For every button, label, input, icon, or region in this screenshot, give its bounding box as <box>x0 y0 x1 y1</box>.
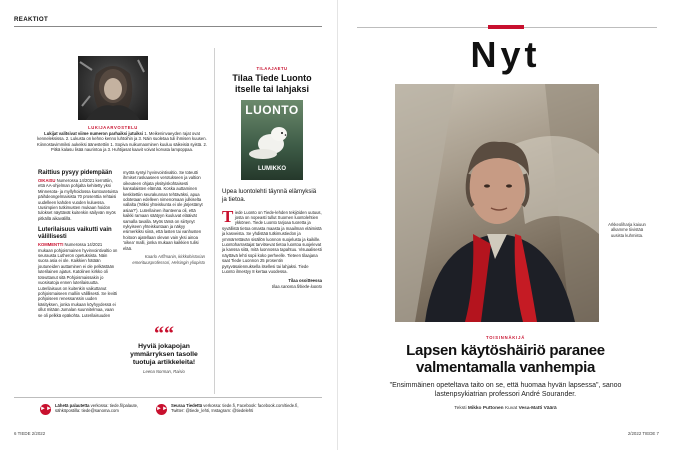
left-page-footer: 6 TIEDE 2/2022 <box>14 431 46 436</box>
subscribe-box <box>222 66 322 289</box>
hero-photo-caption: Arkkeoliharja kaiuun alkamme tiivistää uusista kuhmista. <box>608 222 646 238</box>
follow-contact <box>156 403 312 414</box>
reader-photo-caption <box>32 131 212 153</box>
reader-photo-label: LUKIJAARVOSTELU <box>88 125 138 130</box>
letter-text-2: Numerossa 14/2021 mukaan pohjoismainen hyvinvointivaltio on seurausta Lutheron opetuksista. Näin suora asia ei ole. Kaikkien hätään joutuneiden auttaminen ei ole pelkästään luterilainen ajatus. Katolinen kirkko oli toteuttanut sitä Pohjoismaissakin jo vuosisatoja ennen luterilaisuutta. Luterilaisuus on kuitenkin vaikuttanut pohjoismaiseen malliin välillisesti. Se levitti pohjoiseen renessanssin uuden käsityksen, jonka mukaan köyhyydessä ei ollut mitään Jumalan suunnitelmaa, vaan se oli pelkkä epäkohta. Luterilaisuuden <box>38 242 118 318</box>
subscribe-body-text: iede Luonto on Tiede-lehden tekijöiden uutuus, josta on nopeasti tullut Suomen luontolehtien ykkönen. Tiede Luonto tarjoaa tuoretta ja syvällistä tietoa omasta maasta ja maailman eläimistä ja kasveista. Se yhdistää tutkimustiedon ja ymmärrettävän sisällön luonnon suojelusta ja kaikille. Luontoharrastajat tarvitsevat tietoa luontoa suojelevat ja kanssa siitä, mitä luonnossa tapahtuu. Visuaalisesti näyttävä lehti sopii koko perheelle. Tieteen tilaajana saat Tiede Luonnon 25 prosentin pysyväsalennuksella itsellesi tai lahjaksi. Tiede Luonto ilmestyy 8 kertaa vuodessa. <box>222 209 322 275</box>
section-accent-bar <box>488 25 524 29</box>
cover-masthead: LUONTO <box>245 103 299 118</box>
feedback-text <box>55 403 160 414</box>
hero-photo-art <box>395 84 599 322</box>
caption-lead: Lukijat valitsivat viime numeron parhaiksi jutuiksi <box>44 131 144 136</box>
byline-photographer: Vesa-Matti Väärä <box>518 406 557 411</box>
pull-quote-text: Hyviä jokapojan ymmärryksen tasolle tuotuja artikkeleita! <box>130 343 198 366</box>
subscribe-link[interactable]: tilaa.sanoma.fi/tiede-luonto <box>271 283 322 289</box>
letters-column-2 <box>123 170 205 265</box>
subscribe-title: Tilaa Tiede Luonto itselle tai lahjaksi <box>232 73 312 94</box>
follow-arrow-icon: ►► <box>156 404 167 415</box>
subscribe-tag: TILAAJAETU <box>256 66 288 71</box>
cover-subtitle: LUMIKKO <box>258 166 286 173</box>
left-top-rule <box>14 26 322 27</box>
letter-tag-1: OIKAISU <box>38 178 56 183</box>
letter-text-1: Numerossa 14/2021 kerrottiin, että AA-ohjelman pohjalta kehitetty yksi Minnesota- ja myllyhoidossa kuntoutetuista päihdeongelmaisista 70 prosenttia rehtaisi uudelleen kahden vuoden kuluessa. Uusimpien tutkimusten mukaan hoidon tulokset näyttävät kuitenkin säilyvän myös pitkällä aikavälillä. <box>38 178 118 221</box>
follow-text <box>171 403 312 414</box>
letter-continued: myötä syntyi hyvinvointivaltio. Se toteutti ihmiset raskaaseen verotukseen ja valtion oikeuteen ohjata yksityiskohtaisesti kansalaisten elämää. Koska auttaminen keskitettiin seurakunnan tehtäväksi, apua odotetaan edelleen nimenomaan julkiselta vallalta ('Miksi yhteiskunta ei ole järjestänyt asiaa?'). Luterilainen ihanteena oli, että kaikki ramaan säätyyn kuuluvat elääivät samalla tavalla. Myös tämä on siirtynyt nykyiseen yhteiskuntaan ja näkyy esimerkiksi siinä, että lasten tai vanhusten hoitoon ajatellaan olevan vain yksi ainoa 'oikea' malli, jonka mukaan kaikkien tulisi elää. <box>123 170 203 251</box>
article-headline: Lapsen käytöshäiriö paranee valmentamalla vanhempia <box>406 342 605 376</box>
feedback-details[interactable]: verkossa: tiede.fi/palaute, sähköpostilla: tiede@sanoma.com <box>55 403 139 414</box>
reader-photo-art <box>78 56 148 120</box>
pull-quote <box>123 323 205 374</box>
byline-prefix: Teksti <box>454 406 467 411</box>
byline-writer: Mikko Puttonen <box>467 406 504 411</box>
hero-photo <box>395 84 599 322</box>
footer-rule <box>14 397 322 398</box>
feedback-contact <box>40 403 160 414</box>
follow-label: Seuraa Tiedettä <box>171 403 203 408</box>
section-label-reaktiot: REAKTIOT <box>14 16 49 23</box>
right-page-footer: 2/2022 TIEDE 7 <box>627 431 659 436</box>
letter-body-1 <box>38 178 118 221</box>
subscribe-intro: Upea luontolehti täynnä elämyksiä ja tietoa. <box>222 188 317 203</box>
letter-signature: Kaarlo Arffmanin, kirkkohistorian emerituusprofessori, Helsingin yliopisto <box>132 254 205 265</box>
caption-body: 1. Meikeninvaeyden rajat ovat kenneleksissa. 2. Lukusta on kehno kenno luhtoihin ja 3. Näin suoletaa tuli ihmisen kuusen. Kiinnostavimmiksi aukeiksi äänestettiin 1. Sopiva nuikumaominen kuuluu säikeisiä syistä. 2. Pitkä kalasu lisää naurintoa ja 3. Huhtijasat kaavit voivat korvata lampoppaa. <box>37 131 207 153</box>
letter-tag-2: KOMMENTTI <box>38 242 64 248</box>
subscribe-signoff: Tilaa osoitteessa <box>288 278 322 284</box>
right-page <box>337 0 674 450</box>
feedback-arrow-icon: ►► <box>40 404 51 415</box>
follow-details[interactable]: verkossa: tiede.fi, Facebook: facebook.com/tiede.fi, Twitter: @tiede_lehti, Instagram: @tiedelehti <box>171 403 299 414</box>
magazine-cover <box>241 100 303 180</box>
section-title-nyt: Nyt <box>470 34 541 75</box>
article-byline <box>337 406 674 412</box>
article-kicker: TOISINNÄKIJÄ <box>485 335 526 340</box>
letters-column-1 <box>38 170 118 318</box>
drop-cap: T <box>222 206 234 226</box>
letter-body-2 <box>38 242 118 318</box>
reader-photo <box>78 56 148 120</box>
letter-title-2: Luterilaisuus vaikutti vain välillisesti <box>38 227 112 241</box>
byline-mid: Kuvat <box>504 406 518 411</box>
subscribe-body <box>222 206 322 275</box>
sidebar-divider <box>214 48 215 394</box>
pull-quote-attribution: Leena Norman, Raisio <box>143 369 185 374</box>
letter-title-1: Raittius pysyy pidempään <box>38 170 113 176</box>
quote-mark-icon: ““ <box>154 323 174 345</box>
feedback-label: Lähetä palautetta <box>55 403 90 408</box>
article-standfirst: "Ensimmäinen opeteltava taito on se, että huomaa hyvän lapsessa", sanoo lastenpsykiatrian professori André Sourander. <box>389 382 622 398</box>
